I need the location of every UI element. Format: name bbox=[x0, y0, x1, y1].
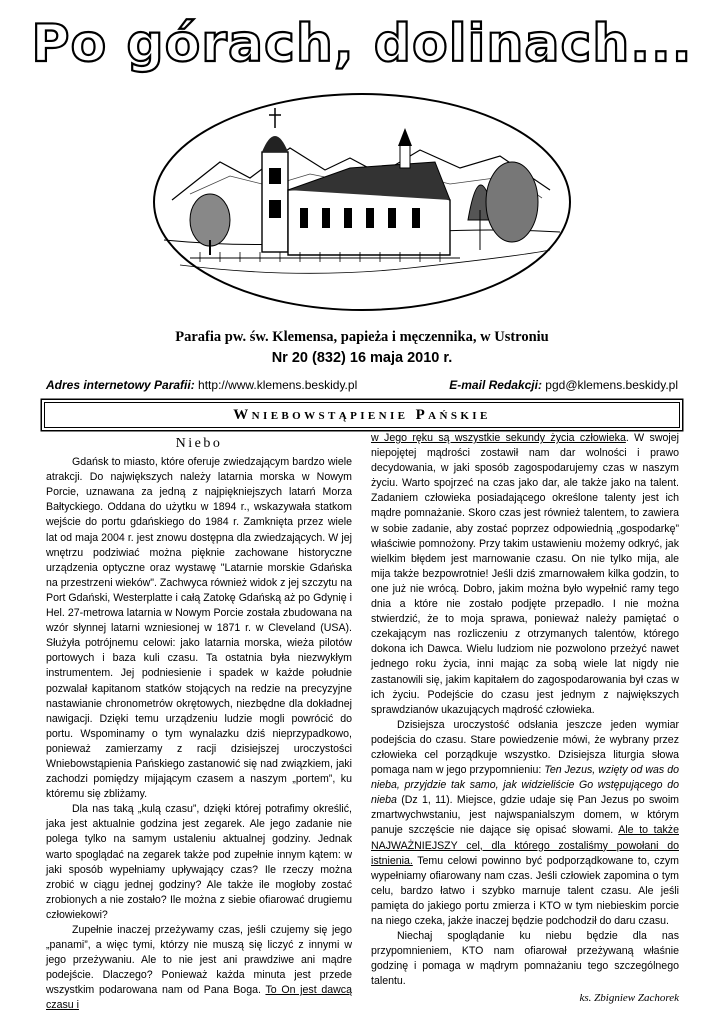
parish-name: Parafia pw. św. Klemensa, papieża i męczennika, w Ustroniu bbox=[175, 329, 549, 345]
section-title: Wniebowstąpienie Pańskie bbox=[233, 406, 491, 423]
paragraph-text: . W swojej niepojętej mądrości zostawił nam dar wolności i prawo decydowania, w jaki sposób zagospodarujemy czas w naszym życiu. Warto spojrzeć na czas jako dar, ale także jako na talent. Zadaniem człowieka posiadającego określone talenty jest ich mądre pomnażanie. Skoro czas jest również talentem, to zawiera w sobie zadanie, aby zostać poprzez odpowiednią „gospodarkę” właściwie pomnożony. Przy takim ustawieniu możemy odkryć, jak wielkim błędem jest marnowanie czasu. On nie tylko mija, ale mija także bezpowrotnie! Jeśli dziś zmarnowałem kilka godzin, to one już nie wrócą. Dobro, jakim można było wypełnić ramy tego dnia a które nie zostało podjęte przepadło. I nie można stwierdzić, że to moja sprawa, ponieważ należy pamiętać o czekającym nas rozliczeniu z otrzymanych talentów, którego dokona ich Dawca. Wielu ludziom nie pozwolono przeżyć nawet jednego roku życia, inni mając za sobą wiele lat nigdy nie zastanowili się, jakim kapitałem do zagospodarowania był czas w ich życiu. Podejście do czasu jest jednym z największych sprawdzianów ukazujących mądrość człowieka. bbox=[371, 432, 679, 716]
paragraph-text: Zupełnie inaczej przeżywamy czas, jeśli czujemy się jego „panami”, a więc tymi, którzy nie muszą się liczyć z innymi w jego przeżywaniu. Ale to nie jest ani prawdziwe ani mądre podejście. Dlaczego? Ponieważ każda minuta jest przede wszystkim podarowana nam od Pana Boga. bbox=[46, 924, 352, 997]
church-illustration bbox=[150, 90, 575, 315]
paragraph bbox=[46, 923, 352, 1014]
article-title: Niebo bbox=[175, 436, 223, 451]
email-label: E-mail Redakcji: bbox=[449, 378, 542, 392]
paragraph-text: Temu celowi powinno być podporządkowane to, czym wypełniamy ofiarowany nam czas. Jeśli człowiek zapomina o tym celu, bardzo łatwo i szybko marnuje talent czasu. Ale jeśli pamięta do jakiego portu zmierza i KTO w tym niebieskim porcie na niego czeka, jakże inaczej będzie podchodził do daru czasu. bbox=[371, 854, 679, 927]
issue-number: Nr 20 (832) 16 maja 2010 r. bbox=[271, 350, 453, 366]
paragraph: Dla nas taką „kulą czasu”, dzięki której potrafimy określić, jaka jest aktualnie godzina jest zegarek. Ale jego zadanie nie polega tylko na samym ustaleniu aktualnej godziny. Jednak warto spoglądać na zegarek także pod zupełnie innym kątem: w jaki sposób wypełniamy upływający czas? Ile rzeczy można zrobić w ciągu jednej godziny? Ale także ile mogłoby zostać zrobionych a nie zostało? Ile można z siebie ofiarować drugiemu człowiekowi? bbox=[46, 803, 352, 921]
article-column-right bbox=[371, 431, 679, 1007]
underlined-text: Ale to także NAJWAŻNIEJSZY cel, dla którego zostaliśmy powołani do istnienia. bbox=[371, 824, 679, 867]
paragraph: Niechaj spoglądanie ku niebu będzie dla nas przypomnieniem, KTO nam ofiarował przeżywaną właśnie godzinę i pomaga w mądrym pomnażaniu tego szczególnego talentu. bbox=[371, 930, 679, 988]
underlined-text: w Jego ręku są wszystkie sekundy życia człowieka bbox=[371, 432, 626, 444]
author-signature: ks. Zbigniew Zachorek bbox=[579, 992, 679, 1005]
paragraph bbox=[371, 431, 679, 718]
underlined-text: To On jest dawcą czasu i bbox=[46, 984, 352, 1012]
website-label: Adres internetowy Parafii: bbox=[46, 378, 195, 392]
paragraph-text: Dzisiejsza uroczystość odsłania jeszcze jeden wymiar podejścia do czasu. Stare powiedzenie mówi, że wybrany przez człowieka cel porządkuje wszystko. Dzisiejsza liturgia słowa pomaga nam w jego przypomnieniu: bbox=[371, 718, 679, 777]
paragraph bbox=[371, 718, 679, 929]
website-link[interactable]: http://www.klemens.beskidy.pl bbox=[194, 378, 358, 392]
bible-quote: Ten Jezus, wzięty od was do nieba, przyjdzie tak samo, jak widzieliście Go wstępującego do nieba bbox=[371, 764, 679, 807]
website-line bbox=[46, 378, 357, 392]
section-banner bbox=[44, 402, 680, 428]
email-link[interactable]: pgd@klemens.beskidy.pl bbox=[541, 378, 678, 392]
paragraph: Gdańsk to miasto, które oferuje zwiedzającym bardzo wiele atrakcji. Do największych należy latarnia morska w Nowym Porcie, uznawana za jedną z najpiękniejszych latarń Morza Bałtyckiego. Oddana do użytku w 1894 r., wskazywała statkom wejście do portu gdańskiego do 1984 r. Zamknięta przez wiele lat od maja 2004 r. jest znowu dostępna dla zwiedzających. W jej wnętrzu podziwiać można pięknie zachowane historyczne urządzenia optyczne oraz wystawę "Latarnie morskie Gdańska na przestrzeni wieków". Zachwyca również widok z jej szczytu na Port Gdański, Westerplatte i całą Zatokę Gdańską aż po Gdynię i Hel. 27-metrowa latarnia w Nowym Porcie została zbudowana na wzór słynnej latarni wzniesionej w 1871 r. w Cleveland (USA). Służyła potrójnemu celowi: jako latarnia morska, wieża pilotów portowych i baza kuli czasu. Ta ostatnia była niezwykłym instrumentem. Jej podniesienie i spadek w każde południe pozwalał kapitanom statków stojących na redzie na precyzyjne nastawianie chronometrów okrętowych, niezbędne dla dokładnej nawigacji. Dzięki temu urządzeniu ludzie mogli powrócić do portu. Wspominamy o tym wynalazku dziś nieprzypadkowo, ponieważ zamierzamy z racji dzisiejszej uroczystości Wniebowstąpienia Pańskiego zastanowić się nad związkiem, jaki zachodzi pomiędzy mijającym czasem a naszym „portem”, ku któremu się zbliżamy. bbox=[46, 456, 352, 801]
email-line bbox=[449, 378, 678, 392]
masthead-title: Po górach, dolinach... bbox=[31, 14, 693, 74]
paragraph-text: (Dz 1, 11). Miejsce, gdzie udaje się Pan Jezus po swoim zmartwychwstaniu, jest najwspanialszym domem, w którym panuje szczęście nie dające się opisać słowami. bbox=[371, 794, 679, 837]
article-column-left bbox=[46, 436, 352, 1014]
